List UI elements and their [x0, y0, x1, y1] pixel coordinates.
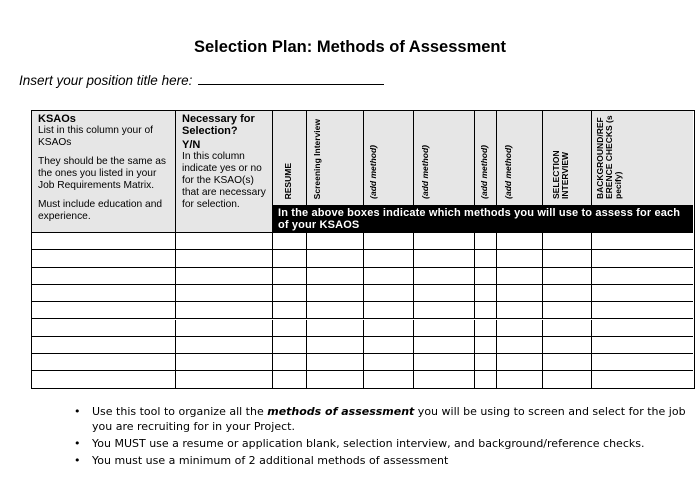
method-entry-cell[interactable]: [543, 250, 592, 267]
method-entry-cell[interactable]: [364, 233, 414, 250]
ksao-entry-cell[interactable]: [32, 268, 176, 285]
method-entry-cell[interactable]: [497, 250, 543, 267]
ksao-line-3: Must include education and experience.: [38, 199, 163, 222]
method-entry-cell[interactable]: [414, 302, 475, 319]
instruction-item: [74, 453, 692, 468]
instruction-1-post: you will be using to screen and select for the job you are recruiting for in your Project.: [92, 405, 686, 433]
ksao-line-2: They should be the same as the ones you listed in your Job Requirements Matrix.: [38, 156, 166, 191]
method-entry-cell[interactable]: [592, 337, 693, 354]
method-label-add-1: (add method): [368, 145, 378, 199]
necessary-entry-cell[interactable]: [176, 233, 273, 250]
instruction-item: [74, 404, 692, 434]
method-entry-cell[interactable]: [497, 268, 543, 285]
method-header-resume: [273, 111, 307, 206]
method-entry-cell[interactable]: [543, 268, 592, 285]
method-label-add-3: (add method): [479, 145, 489, 199]
instruction-1-emphasis: methods of assessment: [267, 405, 415, 418]
method-entry-cell[interactable]: [497, 302, 543, 319]
method-entry-cell[interactable]: [364, 250, 414, 267]
method-entry-cell[interactable]: [307, 268, 364, 285]
method-entry-cell[interactable]: [592, 320, 693, 337]
bullet-icon: •: [74, 437, 81, 450]
ksao-entry-cell[interactable]: [32, 354, 176, 371]
method-entry-cell[interactable]: [543, 337, 592, 354]
method-entry-cell[interactable]: [307, 320, 364, 337]
method-entry-cell[interactable]: [273, 302, 307, 319]
method-entry-cell[interactable]: [273, 337, 307, 354]
method-entry-cell[interactable]: [497, 371, 543, 388]
method-entry-cell[interactable]: [543, 233, 592, 250]
method-entry-cell[interactable]: [307, 233, 364, 250]
necessary-entry-cell[interactable]: [176, 320, 273, 337]
method-entry-cell[interactable]: [364, 320, 414, 337]
method-header-screening: [307, 111, 364, 206]
instruction-3: You must use a minimum of 2 additional methods of assessment: [92, 454, 449, 467]
method-label-background-checks: BACKGROUND/REFERENCE CHECKS (specify): [595, 115, 623, 199]
method-entry-cell[interactable]: [307, 371, 364, 388]
method-entry-cell[interactable]: [475, 285, 497, 302]
method-entry-cell[interactable]: [592, 250, 693, 267]
method-label-screening: Screening Interview: [312, 118, 322, 199]
method-entry-cell[interactable]: [475, 354, 497, 371]
instruction-item: [74, 436, 692, 451]
method-entry-cell[interactable]: [414, 354, 475, 371]
method-entry-cell[interactable]: [414, 320, 475, 337]
necessary-entry-cell[interactable]: [176, 337, 273, 354]
method-entry-cell[interactable]: [543, 302, 592, 319]
position-title-label: Insert your position title here:: [19, 73, 193, 88]
method-instruction-band: In the above boxes indicate which methods you will use to assess for each of your KSAOS: [273, 206, 693, 233]
necessary-entry-cell[interactable]: [176, 354, 273, 371]
necessary-entry-cell[interactable]: [176, 302, 273, 319]
method-header-add-3: [475, 111, 497, 206]
method-entry-cell[interactable]: [307, 285, 364, 302]
method-entry-cell[interactable]: [414, 285, 475, 302]
bullet-icon: •: [74, 405, 81, 418]
method-label-resume: RESUME: [283, 162, 293, 199]
method-header-add-2: [414, 111, 475, 206]
method-header-add-1: [364, 111, 414, 206]
position-title-line: [19, 72, 384, 88]
instruction-1-pre: Use this tool to organize all the: [92, 405, 268, 418]
method-entry-cell[interactable]: [475, 233, 497, 250]
instructions-list: [74, 404, 692, 470]
necessary-entry-cell[interactable]: [176, 285, 273, 302]
necessary-entry-cell[interactable]: [176, 268, 273, 285]
method-entry-cell[interactable]: [273, 354, 307, 371]
method-entry-cell[interactable]: [273, 285, 307, 302]
method-entry-cell[interactable]: [414, 337, 475, 354]
method-entry-cell[interactable]: [592, 285, 693, 302]
ksao-entry-cell[interactable]: [32, 320, 176, 337]
necessary-header-cell: [176, 111, 273, 233]
method-entry-cell[interactable]: [592, 233, 693, 250]
method-entry-cell[interactable]: [273, 320, 307, 337]
ksao-entry-cell[interactable]: [32, 337, 176, 354]
method-entry-cell[interactable]: [364, 302, 414, 319]
necessary-entry-cell[interactable]: [176, 250, 273, 267]
necessary-yn: Y/N: [182, 139, 201, 151]
method-entry-cell[interactable]: [364, 354, 414, 371]
ksao-entry-cell[interactable]: [32, 285, 176, 302]
method-entry-cell[interactable]: [497, 354, 543, 371]
method-entry-cell[interactable]: [307, 302, 364, 319]
method-entry-cell[interactable]: [497, 337, 543, 354]
method-entry-cell[interactable]: [543, 354, 592, 371]
position-title-blank[interactable]: [198, 72, 384, 85]
ksao-heading: KSAOs: [38, 113, 76, 125]
necessary-desc: In this column indicate yes or no for the KSAO(s) that are necessary for selection.: [182, 151, 266, 210]
ksao-entry-cell[interactable]: [32, 250, 176, 267]
method-header-background-checks: [592, 111, 693, 206]
method-entry-cell[interactable]: [273, 233, 307, 250]
method-entry-cell[interactable]: [475, 268, 497, 285]
method-entry-cell[interactable]: [475, 337, 497, 354]
method-entry-cell[interactable]: [497, 320, 543, 337]
method-entry-cell[interactable]: [497, 285, 543, 302]
method-entry-cell[interactable]: [592, 371, 693, 388]
ksao-header-cell: [32, 111, 176, 233]
method-entry-cell[interactable]: [475, 302, 497, 319]
method-entry-cell[interactable]: [273, 250, 307, 267]
method-entry-cell[interactable]: [497, 233, 543, 250]
method-label-selection-interview: SELECTION INTERVIEW: [551, 150, 570, 199]
method-entry-cell[interactable]: [364, 268, 414, 285]
ksao-entry-cell[interactable]: [32, 302, 176, 319]
method-entry-cell[interactable]: [307, 354, 364, 371]
necessary-heading: Necessary for Selection?: [182, 113, 255, 137]
method-entry-cell[interactable]: [475, 371, 497, 388]
method-header-add-4: [497, 111, 543, 206]
method-header-selection-interview: [543, 111, 592, 206]
method-label-add-2: (add method): [420, 145, 430, 199]
ksao-line-1: List in this column your of KSAOs: [38, 125, 153, 148]
page-title: Selection Plan: Methods of Assessment: [193, 38, 507, 56]
method-entry-cell[interactable]: [475, 250, 497, 267]
method-entry-cell[interactable]: [414, 250, 475, 267]
method-entry-cell[interactable]: [364, 371, 414, 388]
method-entry-cell[interactable]: [307, 250, 364, 267]
method-entry-cell[interactable]: [475, 320, 497, 337]
method-entry-cell[interactable]: [364, 285, 414, 302]
method-entry-cell[interactable]: [414, 233, 475, 250]
method-entry-cell[interactable]: [414, 268, 475, 285]
ksao-entry-cell[interactable]: [32, 233, 176, 250]
selection-plan-table: [31, 110, 695, 389]
method-entry-cell[interactable]: [592, 268, 693, 285]
ksao-entry-cell[interactable]: [32, 371, 176, 388]
method-label-add-4: (add method): [503, 145, 513, 199]
method-entry-cell[interactable]: [543, 371, 592, 388]
method-entry-cell[interactable]: [364, 337, 414, 354]
bullet-icon: •: [74, 454, 81, 467]
method-entry-cell[interactable]: [592, 354, 693, 371]
method-entry-cell[interactable]: [592, 302, 693, 319]
method-entry-cell[interactable]: [414, 371, 475, 388]
necessary-entry-cell[interactable]: [176, 371, 273, 388]
method-entry-cell[interactable]: [307, 337, 364, 354]
instruction-2: You MUST use a resume or application blank, selection interview, and background/reference checks.: [92, 437, 645, 450]
method-entry-cell[interactable]: [543, 285, 592, 302]
method-entry-cell[interactable]: [273, 371, 307, 388]
method-entry-cell[interactable]: [273, 268, 307, 285]
method-entry-cell[interactable]: [543, 320, 592, 337]
